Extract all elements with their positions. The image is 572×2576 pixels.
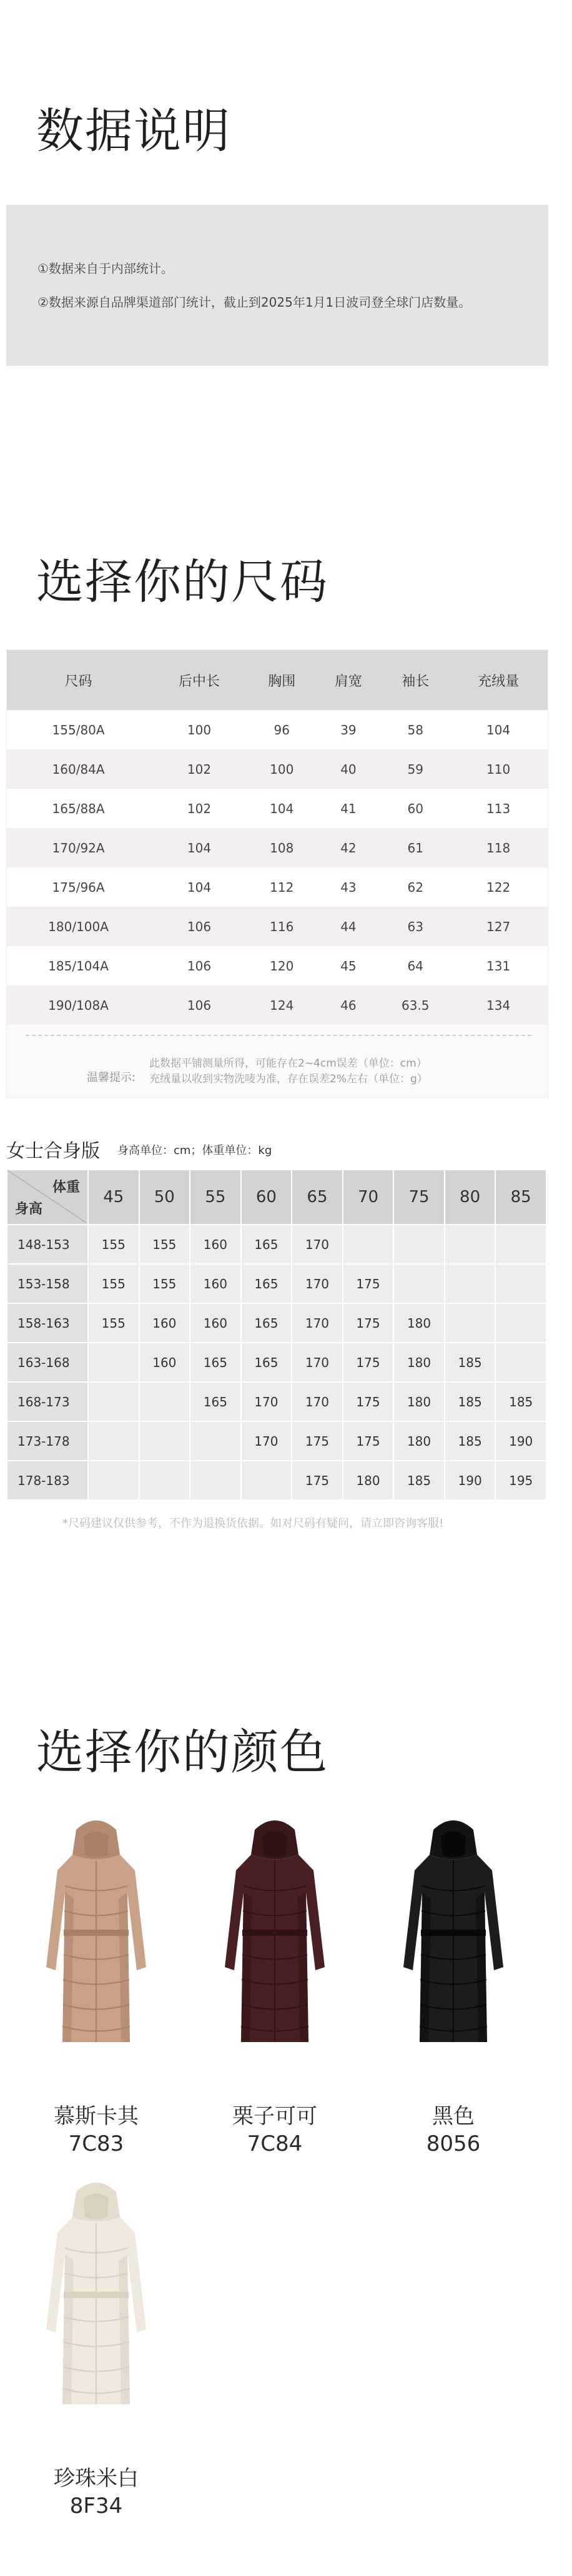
size-table-cell: 134 [449,985,548,1025]
size-table-cell: 120 [249,946,315,985]
fit-height-label: 163-168 [7,1343,88,1382]
fit-table-cell [139,1421,190,1461]
size-table-header [7,650,548,710]
size-col-header: 袖长 [382,650,449,710]
size-table-row [7,867,548,907]
fit-table-cell: 180 [393,1382,445,1421]
color-option[interactable] [21,2173,171,2523]
size-table-cell: 113 [449,789,548,828]
size-table-cell: 106 [150,946,249,985]
size-table-cell: 46 [315,985,382,1025]
size-table-cell: 45 [315,946,382,985]
color-code: 8056 [426,2131,481,2156]
fit-table-cell: 190 [445,1461,496,1500]
coat-image [378,1811,528,2048]
size-tip-line-1: 此数据平铺测量所得，可能存在2~4cm误差（单位：cm） [149,1057,427,1070]
fit-table-cell [343,1225,394,1264]
fit-weight-header: 50 [139,1170,190,1225]
size-table-cell: 102 [150,749,249,789]
size-table-cell: 104 [449,710,548,749]
size-table-cell: 43 [315,867,382,907]
size-table-cell: 190/108A [7,985,150,1025]
fit-table-cell: 175 [343,1382,394,1421]
size-table-card [6,649,548,1098]
fit-weight-header: 45 [88,1170,139,1225]
size-table-cell: 112 [249,867,315,907]
fit-table [6,1169,547,1501]
size-table-cell: 63 [382,907,449,946]
color-option[interactable] [200,1811,350,2161]
fit-table-row [7,1225,546,1264]
fit-table-cell [190,1461,241,1500]
fit-table-cell: 180 [393,1343,445,1382]
fit-table-cell [88,1343,139,1382]
fit-table-cell [190,1421,241,1461]
fit-table-cell [88,1421,139,1461]
size-table-row [7,710,548,749]
coat-image [200,1811,350,2048]
size-table-cell: 42 [315,828,382,867]
fit-table-cell: 170 [241,1421,292,1461]
fit-table-row [7,1343,546,1382]
size-table-cell: 100 [150,710,249,749]
fit-table-cell: 175 [292,1421,343,1461]
fit-table-cell: 180 [393,1303,445,1343]
size-table-cell: 96 [249,710,315,749]
corner-height-label: 身高 [15,1202,43,1217]
fit-table-cell: 185 [445,1343,496,1382]
color-code: 7C83 [68,2131,124,2156]
corner-weight-label: 体重 [52,1180,80,1195]
fit-weight-header: 85 [495,1170,546,1225]
fit-table-cell: 165 [241,1264,292,1303]
fit-table-cell: 155 [88,1303,139,1343]
fit-weight-header: 75 [393,1170,445,1225]
fit-table-row [7,1264,546,1303]
size-table-cell: 110 [449,749,548,789]
size-table-cell: 40 [315,749,382,789]
data-note-box [6,205,548,366]
fit-height-label: 158-163 [7,1303,88,1343]
fit-weight-header: 65 [292,1170,343,1225]
fit-table-cell [495,1303,546,1343]
fit-table-cell: 180 [343,1461,394,1500]
fit-table-row [7,1421,546,1461]
size-table-cell: 61 [382,828,449,867]
fit-table-cell: 175 [343,1343,394,1382]
size-table-row [7,907,548,946]
fit-weight-header: 70 [343,1170,394,1225]
size-table-cell: 62 [382,867,449,907]
size-table-cell: 58 [382,710,449,749]
fit-table-cell [445,1264,496,1303]
coat-image [21,2173,171,2411]
size-tip-line-2: 充绒量以收到实物洗唛为准，存在误差2%左右（单位：g） [149,1073,428,1085]
fit-table-cell [495,1225,546,1264]
fit-table-cell: 170 [292,1382,343,1421]
fit-table-cell: 155 [139,1225,190,1264]
fit-section-title: 女士合身版 [6,1140,100,1162]
color-name: 珍珠米白 [54,2466,139,2491]
fit-table-cell: 175 [343,1264,394,1303]
color-name: 黑色 [432,2104,475,2129]
size-table-row [7,985,548,1025]
color-option[interactable] [21,1811,171,2161]
size-table-cell: 104 [150,828,249,867]
size-table-cell: 44 [315,907,382,946]
size-table-cell: 155/80A [7,710,150,749]
fit-table-wrap [6,1169,547,1501]
size-table-cell: 59 [382,749,449,789]
size-col-header: 尺码 [7,650,150,710]
size-tip-label: 温馨提示: [87,1071,136,1084]
size-section-title: 选择你的尺码 [36,554,328,609]
fit-table-cell [88,1382,139,1421]
size-table-cell: 63.5 [382,985,449,1025]
fit-table-corner [7,1170,88,1225]
size-table-row [7,946,548,985]
fit-table-cell: 185 [445,1382,496,1421]
fit-height-label: 153-158 [7,1264,88,1303]
size-table [7,650,548,1025]
size-table-cell: 124 [249,985,315,1025]
fit-table-row [7,1303,546,1343]
size-table-cell: 160/84A [7,749,150,789]
size-table-cell: 185/104A [7,946,150,985]
fit-table-cell [241,1461,292,1500]
fit-table-cell: 175 [343,1303,394,1343]
size-table-cell: 131 [449,946,548,985]
size-col-header: 胸围 [249,650,315,710]
fit-table-cell [393,1264,445,1303]
size-table-cell: 104 [150,867,249,907]
fit-table-cell: 165 [241,1303,292,1343]
fit-table-cell [495,1264,546,1303]
fit-table-cell: 180 [393,1421,445,1461]
fit-table-cell [445,1303,496,1343]
fit-table-cell: 185 [393,1461,445,1500]
fit-table-cell: 170 [292,1343,343,1382]
size-table-cell: 102 [150,789,249,828]
fit-weight-header: 55 [190,1170,241,1225]
fit-table-cell: 155 [139,1264,190,1303]
size-table-cell: 165/88A [7,789,150,828]
color-section-title: 选择你的颜色 [36,1724,328,1780]
fit-weight-header: 80 [445,1170,496,1225]
fit-table-cell: 170 [292,1264,343,1303]
fit-table-cell: 190 [495,1421,546,1461]
size-table-cell: 127 [449,907,548,946]
size-table-row [7,828,548,867]
fit-table-cell [139,1382,190,1421]
size-table-cell: 41 [315,789,382,828]
fit-table-row [7,1461,546,1500]
fit-table-cell: 160 [190,1303,241,1343]
size-table-cell: 180/100A [7,907,150,946]
color-name: 栗子可可 [232,2104,317,2129]
fit-units: 身高单位：cm；体重单位：kg [117,1144,272,1157]
fit-table-cell [495,1343,546,1382]
color-code: 7C84 [247,2131,303,2156]
fit-table-cell [393,1225,445,1264]
size-table-cell: 104 [249,789,315,828]
fit-table-cell: 170 [292,1225,343,1264]
fit-table-cell: 155 [88,1225,139,1264]
fit-note: *尺码建议仅供参考，不作为退换货依据。如对尺码有疑问，请立即咨询客服! [62,1517,444,1530]
fit-table-cell: 185 [495,1382,546,1421]
size-table-cell: 100 [249,749,315,789]
size-table-cell: 39 [315,710,382,749]
size-table-cell: 122 [449,867,548,907]
size-table-cell: 108 [249,828,315,867]
fit-table-cell: 195 [495,1461,546,1500]
data-note-line-1: ①数据来自于内部统计。 [37,261,174,276]
fit-table-cell: 160 [139,1343,190,1382]
fit-height-label: 148-153 [7,1225,88,1264]
fit-height-label: 173-178 [7,1421,88,1461]
fit-table-cell: 160 [190,1225,241,1264]
color-option[interactable] [378,1811,528,2161]
size-table-cell: 116 [249,907,315,946]
fit-table-cell: 165 [190,1343,241,1382]
color-code: 8F34 [69,2494,123,2519]
fit-table-cell: 165 [190,1382,241,1421]
size-table-cell: 60 [382,789,449,828]
fit-table-cell: 170 [292,1303,343,1343]
fit-table-cell [445,1225,496,1264]
fit-table-cell: 160 [139,1303,190,1343]
data-note-line-2: ②数据来源自品牌渠道部门统计，截止到2025年1月1日波司登全球门店数量。 [37,295,471,310]
size-table-cell: 64 [382,946,449,985]
fit-table-row [7,1382,546,1421]
fit-table-cell: 155 [88,1264,139,1303]
size-table-cell: 106 [150,907,249,946]
fit-table-cell [88,1461,139,1500]
coat-image [21,1811,171,2048]
size-table-row [7,749,548,789]
fit-height-label: 168-173 [7,1382,88,1421]
fit-table-cell: 165 [241,1225,292,1264]
size-col-header: 后中长 [150,650,249,710]
size-table-cell: 170/92A [7,828,150,867]
fit-table-cell: 160 [190,1264,241,1303]
fit-table-cell: 185 [445,1421,496,1461]
fit-table-cell: 165 [241,1343,292,1382]
fit-table-cell: 175 [292,1461,343,1500]
size-tip-divider [26,1035,531,1036]
fit-height-label: 178-183 [7,1461,88,1500]
size-table-cell: 118 [449,828,548,867]
size-table-cell: 175/96A [7,867,150,907]
size-col-header: 充绒量 [449,650,548,710]
size-table-cell: 106 [150,985,249,1025]
fit-table-cell: 170 [241,1382,292,1421]
size-table-row [7,789,548,828]
fit-table-header [7,1170,546,1225]
fit-table-cell: 175 [343,1421,394,1461]
fit-table-cell [139,1461,190,1500]
fit-weight-header: 60 [241,1170,292,1225]
size-col-header: 肩宽 [315,650,382,710]
data-note-title: 数据说明 [36,103,231,159]
color-name: 慕斯卡其 [54,2104,139,2129]
size-tip-text [149,1056,428,1087]
